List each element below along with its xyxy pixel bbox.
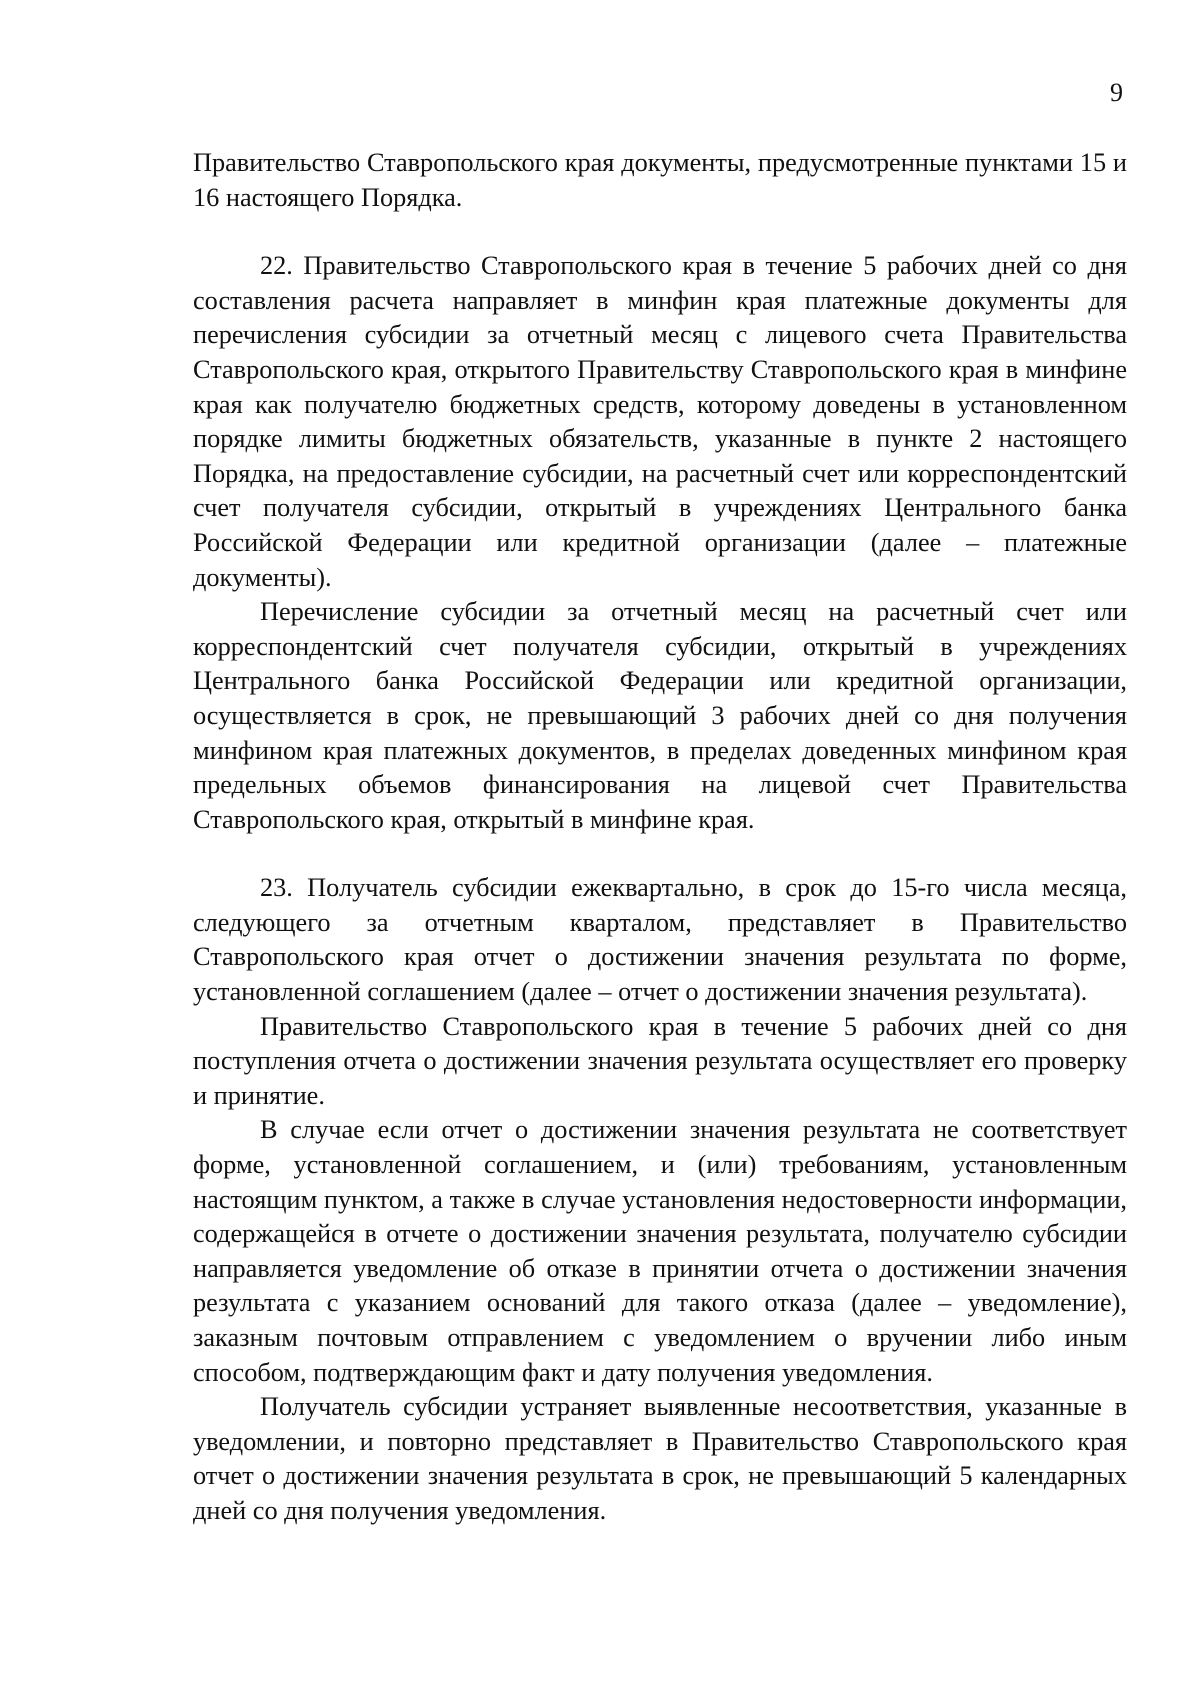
paragraph-22: 22. Правительство Ставропольского края в течение 5 рабочих дней со дня составления расчета направляет в минфин края платежные документы для перечисления субсидии за отчетный месяц с лицевого счета Правительства Ставропольского края, открытого Правительству Ставропольского края в минфине края как получателю бюджетных средств, которому доведены в установленном порядке лимиты бюджетных обязательств, указанные в пункте 2 настоящего Порядка, на предоставление субсидии, на расчетный счет или корреспондентский счет получателя субсидии, открытый в учреждениях Центрального банка Российской Федерации или кредитной организации (далее – платежные документы). <box>193 251 1127 592</box>
paragraph-23: 23. Получатель субсидии ежеквартально, в срок до 15-го числа месяца, следующего за отчетным кварталом, представляет в Правительство Ставропольского края отчет о достижении значения результата по форме, установленной соглашением (далее – отчет о достижении значения результата). <box>193 873 1127 1007</box>
paragraph-continuation: Правительство Ставропольского края документы, предусмотренные пунктами 15 и 16 настоящего Порядка. <box>193 148 1127 212</box>
paragraph-22-transfer: Перечисление субсидии за отчетный месяц на расчетный счет или корреспондентский счет получателя субсидии, открытый в учреждениях Центрального банка Российской Федерации или кредитной организации, осуществляется в срок, не превышающий 3 рабочих дней со дня получения минфином края платежных документов, в пределах доведенных минфином края предельных объемов финансирования на лицевой счет Правительства Ставропольского края, открытый в минфине края. <box>193 597 1127 834</box>
paragraph-23-correction: Получатель субсидии устраняет выявленные несоответствия, указанные в уведомлении, и повторно представляет в Правительство Ставропольского края отчет о достижении значения результата в срок, не превышающий 5 календарных дней со дня получения уведомления. <box>193 1392 1127 1525</box>
page-number: 9 <box>1110 78 1123 107</box>
paragraph-23-rejection: В случае если отчет о достижении значения результата не соответствует форме, установленной соглашением, и (или) требованиям, установленным настоящим пунктом, а также в случае установления недостоверности информации, содержащейся в отчете о достижении значения результата, получателю субсидии направляется уведомление об отказе в принятии отчета о достижении значения результата с указанием оснований для такого отказа (далее – уведомление), заказным почтовым отправлением с уведомлением о вручении либо иным способом, подтверждающим факт и дату получения уведомления. <box>193 1115 1127 1387</box>
paragraph-23-review: Правительство Ставропольского края в течение 5 рабочих дней со дня поступления отчета о достижении значения результата осуществляет его проверку и принятие. <box>193 1011 1127 1110</box>
document-body <box>193 146 1127 1529</box>
